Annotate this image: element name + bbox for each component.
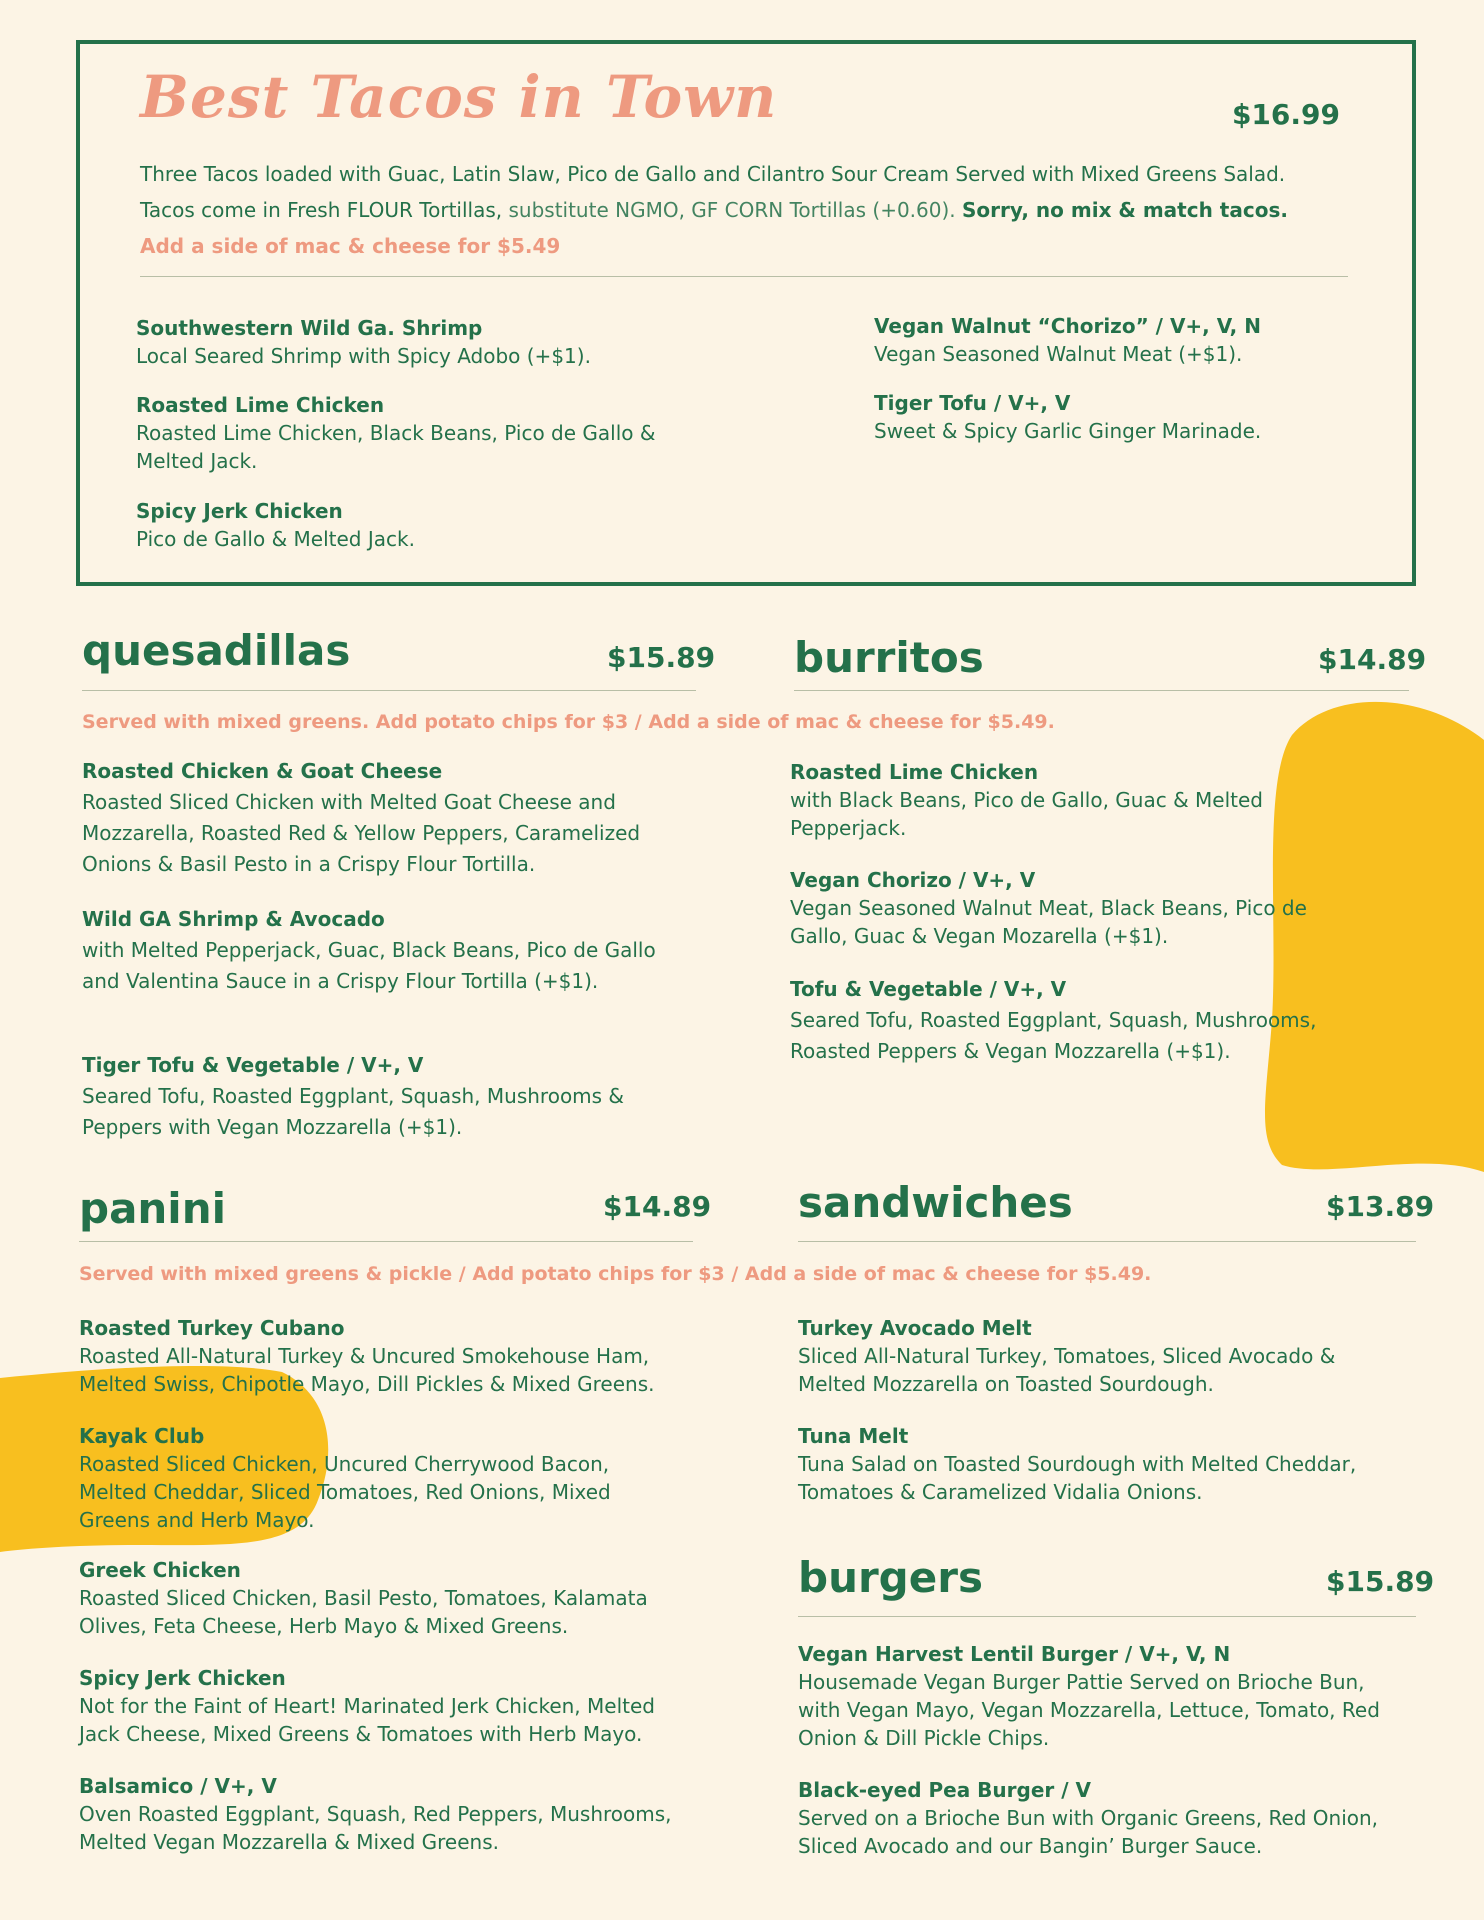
item-name: Tiger Tofu / V+, V	[874, 391, 1071, 415]
item-name: Tofu & Vegetable / V+, V	[790, 977, 1067, 1001]
item-name: Spicy Jerk Chicken	[136, 499, 343, 523]
item-desc: Local Seared Shrimp with Spicy Adobo (+$1).	[136, 344, 591, 368]
item-name: Southwestern Wild Ga. Shrimp	[136, 316, 483, 340]
divider	[82, 690, 696, 691]
menu-item	[874, 389, 1374, 445]
menu-item	[79, 1314, 699, 1398]
item-name: Roasted Lime Chicken	[136, 393, 385, 417]
item-desc: Not for the Faint of Heart! Marinated Jerk Chicken, Melted Jack Cheese, Mixed Greens & Tomatoes with Herb Mayo.	[79, 1694, 655, 1746]
item-desc: Sweet & Spicy Garlic Ginger Marinade.	[874, 419, 1262, 443]
quesadillas-price: $15.89	[607, 641, 716, 674]
item-desc: Roasted Sliced Chicken, Basil Pesto, Tomatoes, Kalamata Olives, Feta Cheese, Herb Mayo & Mixed Greens.	[79, 1586, 648, 1638]
menu-item	[798, 1314, 1398, 1398]
menu-item	[798, 1640, 1408, 1752]
divider	[798, 1241, 1416, 1242]
divider	[794, 690, 1409, 691]
tacos-title: Best Tacos in Town	[140, 63, 778, 131]
menu-item	[798, 1776, 1418, 1860]
item-name: Kayak Club	[79, 1424, 205, 1448]
item-desc: Vegan Seasoned Walnut Meat, Black Beans, Pico de Gallo, Guac & Vegan Mozarella (+$1).	[790, 896, 1307, 948]
divider	[79, 1241, 693, 1242]
item-name: Vegan Chorizo / V+, V	[790, 868, 1036, 892]
menu-item	[874, 312, 1374, 368]
item-desc: with Black Beans, Pico de Gallo, Guac & Melted Pepperjack.	[790, 788, 1263, 840]
item-desc: Vegan Seasoned Walnut Meat (+$1).	[874, 342, 1243, 366]
item-name: Greek Chicken	[79, 1558, 241, 1582]
menu-item	[82, 1050, 692, 1143]
item-desc: Pico de Gallo & Melted Jack.	[136, 527, 415, 551]
tacos-side-note: Add a side of mac & cheese for $5.49	[140, 234, 561, 258]
tacos-desc-line2	[140, 192, 1360, 228]
divider	[798, 1616, 1416, 1617]
divider	[140, 276, 1348, 277]
item-name: Black-eyed Pea Burger / V	[798, 1778, 1091, 1802]
sandwiches-title: sandwiches	[798, 1178, 1073, 1227]
burritos-price: $14.89	[1318, 643, 1427, 676]
menu-item	[79, 1422, 679, 1534]
menu-item	[790, 758, 1350, 842]
item-name: Balsamico / V+, V	[79, 1774, 277, 1798]
menu-item	[790, 974, 1390, 1067]
item-desc: Tuna Salad on Toasted Sourdough with Melted Cheddar, Tomatoes & Caramelized Vidalia Onions.	[798, 1452, 1357, 1504]
item-desc: Roasted All-Natural Turkey & Uncured Smokehouse Ham, Melted Swiss, Chipotle Mayo, Dill Pickles & Mixed Greens.	[79, 1344, 655, 1396]
tacos-tortilla-text: Tacos come in Fresh FLOUR Tortillas,	[140, 198, 503, 222]
item-name: Spicy Jerk Chicken	[79, 1666, 286, 1690]
panini-sandwiches-note: Served with mixed greens & pickle / Add potato chips for $3 / Add a side of mac & cheese for $5.49.	[79, 1263, 1152, 1285]
item-name: Turkey Avocado Melt	[798, 1316, 1032, 1340]
burgers-price: $15.89	[1326, 1565, 1435, 1598]
item-desc: Housemade Vegan Burger Pattie Served on Brioche Bun, with Vegan Mayo, Vegan Mozzarella, Lettuce, Tomato, Red Onion & Dill Pickle Chips.	[798, 1670, 1380, 1750]
menu-item	[82, 904, 662, 997]
item-name: Vegan Harvest Lentil Burger / V+, V, N	[798, 1642, 1231, 1666]
item-desc: Served on a Brioche Bun with Organic Greens, Red Onion, Sliced Avocado and our Bangin’ Burger Sauce.	[798, 1806, 1379, 1858]
burgers-title: burgers	[798, 1553, 983, 1602]
item-name: Roasted Chicken & Goat Cheese	[82, 759, 443, 783]
menu-item	[798, 1422, 1418, 1506]
item-desc: Sliced All-Natural Turkey, Tomatoes, Sliced Avocado & Melted Mozzarella on Toasted Sourdough.	[798, 1344, 1336, 1396]
panini-price: $14.89	[603, 1190, 712, 1223]
item-name: Wild GA Shrimp & Avocado	[82, 907, 385, 931]
item-desc: Roasted Sliced Chicken, Uncured Cherrywood Bacon, Melted Cheddar, Sliced Tomatoes, Red Onions, Mixed Greens and Herb Mayo.	[79, 1452, 611, 1532]
burritos-title: burritos	[794, 633, 984, 682]
menu-item	[136, 314, 696, 370]
tacos-description	[140, 156, 1360, 264]
item-desc: Oven Roasted Eggplant, Squash, Red Peppers, Mushrooms, Melted Vegan Mozzarella & Mixed Greens.	[79, 1802, 672, 1854]
menu-item	[790, 866, 1370, 950]
item-name: Vegan Walnut “Chorizo” / V+, V, N	[874, 314, 1261, 338]
menu-item	[136, 391, 656, 475]
tacos-desc-line1: Three Tacos loaded with Guac, Latin Slaw, Pico de Gallo and Cilantro Sour Cream Served with Mixed Greens Salad.	[140, 162, 1286, 186]
item-desc: Seared Tofu, Roasted Eggplant, Squash, Mushrooms, Roasted Peppers & Vegan Mozzarella (+$1).	[790, 1008, 1317, 1063]
menu-item	[79, 1556, 699, 1640]
item-desc: Roasted Sliced Chicken with Melted Goat Cheese and Mozzarella, Roasted Red & Yellow Peppers, Caramelized Onions & Basil Pesto in a Crispy Flour Tortilla.	[82, 790, 641, 876]
tacos-price: $16.99	[1231, 98, 1340, 131]
item-name: Tuna Melt	[798, 1424, 909, 1448]
item-desc: Roasted Lime Chicken, Black Beans, Pico de Gallo & Melted Jack.	[136, 421, 656, 473]
quesadillas-title: quesadillas	[82, 626, 351, 675]
item-desc: with Melted Pepperjack, Guac, Black Beans, Pico de Gallo and Valentina Sauce in a Crispy Flour Tortilla (+$1).	[82, 938, 656, 993]
panini-title: panini	[79, 1184, 226, 1233]
tacos-substitute-text: substitute NGMO, GF CORN Tortillas (+0.60).	[508, 198, 956, 222]
item-name: Roasted Turkey Cubano	[79, 1316, 345, 1340]
menu-item	[82, 756, 702, 880]
sandwiches-price: $13.89	[1326, 1190, 1435, 1223]
menu-item	[79, 1772, 709, 1856]
item-desc: Seared Tofu, Roasted Eggplant, Squash, Mushrooms & Peppers with Vegan Mozzarella (+$1).	[82, 1084, 625, 1139]
quesadillas-burritos-note: Served with mixed greens. Add potato chips for $3 / Add a side of mac & cheese for $5.49.	[82, 711, 1055, 733]
menu-item	[79, 1664, 699, 1748]
item-name: Roasted Lime Chicken	[790, 760, 1039, 784]
menu-item	[136, 497, 696, 553]
item-name: Tiger Tofu & Vegetable / V+, V	[82, 1053, 424, 1077]
tacos-no-mix-text: Sorry, no mix & match tacos.	[962, 198, 1288, 222]
